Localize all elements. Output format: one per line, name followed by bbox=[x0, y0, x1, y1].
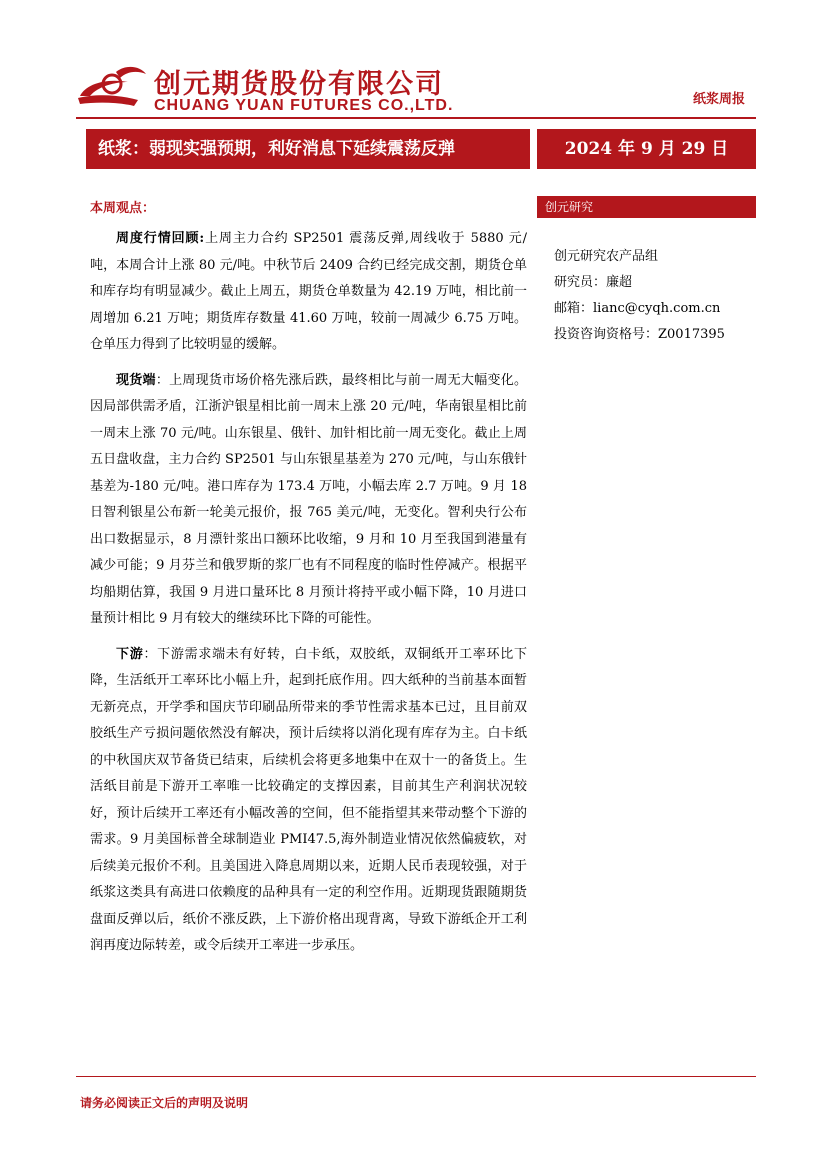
paragraph-text: ：下游需求端未有好转，白卡纸，双胶纸，双铜纸开工率环比下降，生活纸开工率环比小幅上升，起到托底作用。四大纸种的当前基本面暂无新亮点，开学季和国庆节印刷品所带来的季节性需求基本已过，且目前双胶纸生产亏损问题依然没有解决，预计后续将以消化现有库存为主。白卡纸的中秋国庆双节备货已结束，后续机会将更多地集中在双十一的备货上。生活纸目前是下游开工率唯一比较确定的支撑因素，目前其生产利润状况较好，预计后续开工率还有小幅改善的空间，但不能指望其来带动整个下游的需求。9 月美国标普全球制造业 PMI47.5,海外制造业情况依然偏疲软，对后续美元报价不利。且美国进入降息周期以来，近期人民币表现较强，对于纸浆这类具有高进口依赖度的品种具有一定的利空作用。近期现货跟随期货盘面反弹以后，纸价不涨反跌，上下游价格出现背离，导致下游纸企开工利润再度边际转差，或令后续开工率进一步承压。 bbox=[90, 646, 527, 953]
paragraph-lead: 周度行情回顾: bbox=[116, 231, 205, 246]
paragraph-lead: 下游 bbox=[116, 646, 144, 662]
license-number: 投资咨询资格号：Z0017395 bbox=[554, 327, 725, 342]
chuangyuan-logo-icon bbox=[76, 62, 148, 112]
company-name-en: CHUANG YUAN FUTURES CO.,LTD. bbox=[154, 97, 454, 114]
email: 邮箱：lianc@cyqh.com.cn bbox=[554, 301, 721, 316]
sidebar-info bbox=[554, 244, 754, 348]
company-name-cn: 创元期货股份有限公司 bbox=[154, 69, 444, 100]
paragraph-downstream bbox=[90, 642, 527, 960]
footer-divider bbox=[76, 1076, 756, 1077]
paragraph-market-review bbox=[90, 226, 527, 359]
report-title: 纸浆：弱现实强预期，利好消息下延续震荡反弹 bbox=[86, 129, 530, 169]
header-divider bbox=[76, 117, 756, 119]
paragraph-spot bbox=[90, 368, 527, 633]
paragraph-text: ：上周现货市场价格先涨后跌，最终相比与前一周无大幅变化。因局部供需矛盾，江浙沪银星相比前一周末上涨 20 元/吨，华南银星相比前一周末上涨 70 元/吨。山东银星、俄针、加针相比前一周无变化。截止上周五日盘收盘，主力合约 SP2501 与山东银星基差为 270 元/吨，与山东俄针基差为-180 元/吨。港口库存为 173.4 万吨，小幅去库 2.7 万吨。9 月 18 日智利银星公布新一轮美元报价，报 765 美元/吨，无变化。智利央行公布出口数据显示，8 月漂针浆出口额环比收缩，9 月和 10 月至我国到港量有减少可能；9 月芬兰和俄罗斯的浆厂也有不同程度的临时性停减产。根据平均船期估算，我国 9 月进口量环比 8 月预计将持平或小幅下降，10 月进口量预计相比 9 月有较大的继续环比下降的可能性。 bbox=[90, 372, 527, 626]
researcher: 研究员：廉超 bbox=[554, 275, 633, 290]
paragraph-text: 上周主力合约 SP2501 震荡反弹,周线收于 5880 元/吨，本周合计上涨 80 元/吨。中秋节后 2409 合约已经完成交割，期货仓单和库存均有明显减少。截止上周五，期货仓单数量为 42.19 万吨，相比前一周增加 6.21 万吨；期货库存数量 41.60 万吨，较前一周减少 6.75 万吨。仓单压力得到了比较明显的缓解。 bbox=[90, 231, 527, 352]
header-logo bbox=[76, 60, 456, 120]
footer-disclaimer: 请务必阅读正文后的声明及说明 bbox=[80, 1096, 249, 1110]
main-content bbox=[90, 196, 527, 969]
research-group: 创元研究农产品组 bbox=[554, 249, 659, 264]
sidebar-heading: 创元研究 bbox=[537, 196, 756, 218]
report-type: 纸浆周报 bbox=[693, 92, 746, 107]
report-date: 2024 年 9 月 29 日 bbox=[537, 129, 756, 169]
paragraph-lead: 现货端 bbox=[116, 372, 156, 388]
section-title: 本周观点： bbox=[90, 201, 156, 216]
